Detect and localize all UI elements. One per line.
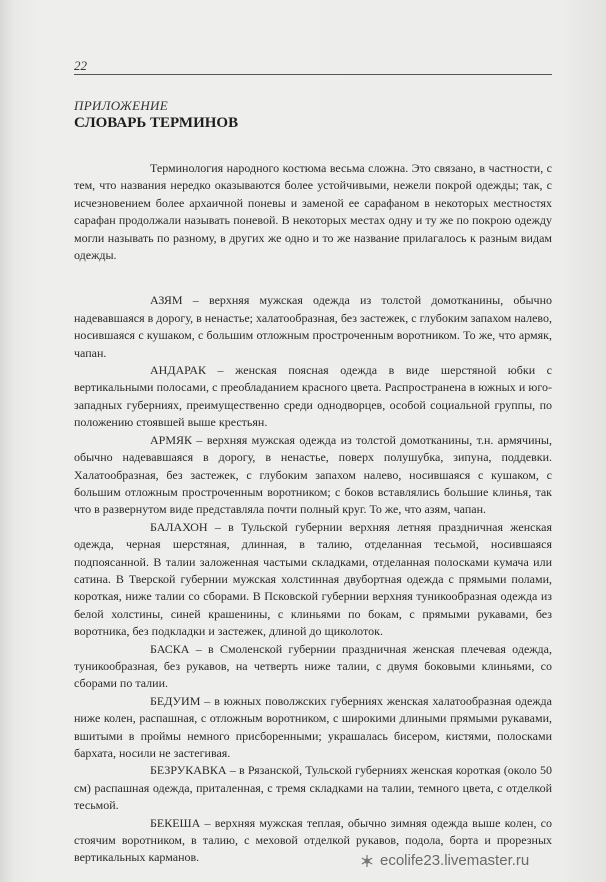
header-rule [74,74,552,75]
watermark [360,852,529,869]
page-title: СЛОВАРЬ ТЕРМИНОВ [74,115,239,131]
glossary-entry-andarak: АНДАРАК – женская поясная одежда в виде шерстяной юбки с вертикальными полосами, с преобладанием красного цвета. Распространена в южных и юго-западных губерниях, преимущественно среди однодворцев, особой социальной группы, по положению стоявшей выше крестьян. [74,363,552,430]
page-number: 22 [74,58,87,73]
glossary-entry-beduim: БЕДУИМ – в южных поволжских губерниях женская халатообразная одежда ниже колен, распашная, с отложным воротником, с широкими длиными прямыми рукавами, вшитыми в проймы немного присборенными; украшалась бисером, кистями, полосками бархата, носили не застегивая. [74,693,552,760]
watermark-text: ecolife23.livemaster.ru [380,852,530,869]
glossary-entry-azyam: АЗЯМ – верхняя мужская одежда из толстой домотканины, обычно надевавшаяся в дорогу, в ненастье; халатообразная, без застежек, с глубоким запахом налево, носившаяся с кушаком, с большим отложным простроченным воротником. То же, что армяк, чапан. [74,293,552,360]
section-kicker: ПРИЛОЖЕНИЕ [74,98,168,113]
intro-paragraph: Терминология народного костюма весьма сложна. Это связано, в частности, с тем, что названия нередко оказываются более устойчивыми, нежели покрой одежды; так, с исчезновением более архаичной поневы и заменой ее сарафаном в некоторых местностях сарафан продолжали называть поневой. В некоторых местах одну и ту же по покрою одежду могли называть по разному, в других же одно и то же название прилагалось к разным видам одежды. [74,161,552,263]
glossary-entry-balakhon: БАЛАХОН – в Тульской губернии верхняя летняя праздничная женская одежда, черная шерстяная, длинная, в талию, отделанная тесьмой, носившаяся подпоясанной. В талии заложенная частыми складками, отделанная полосками кумача или сатина. В Тверской губернии мужская холстинная двубортная одежда с прямыми полами, короткая, ниже талии со сборами. В Псковской губернии верхняя туникообразная одежда из белой холстины, синей крашенины, с клиньями по бокам, с прямыми рукавами, без воротника, без подкладки и застежек, длиной до щиколоток. [74,519,552,639]
glossary-entry-armyak: АРМЯК – верхняя мужская одежда из толстой домотканины, т.н. армячины, обычно надевавшаяся в дорогу, в ненастье, поверх полушубка, зипуна, поддевки. Халатообразная, без застежек, с глубоким запахом налево, носившаяся с кушаком, с большим отложным простроченным воротником; с боков вставлялись большие клинья, так что в развернутом виде представляла почти полный круг. То же, что азям, чапан. [74,432,552,517]
snowflake-icon [360,854,374,868]
glossary-entry-bezrukavka: БЕЗРУКАВКА – в Рязанской, Тульской губерниях женская короткая (около 50 см) распашная одежда, приталенная, с тремя складками на талии, темного цвета, с отделкой тесьмой. [74,763,552,813]
glossary-entry-baska: БАСКА – в Смоленской губернии праздничная женская плечевая одежда, туникообразная, без рукавов, на четверть ниже талии, с двумя боковыми клиньями, со сборами по талии. [74,641,552,691]
glossary-entry-bekesha: БЕКЕША – верхняя мужская теплая, обычно зимняя одежда выше колен, со стоячим воротником, в талию, с меховой отделкой рукавов, подола, борта и прорезных вертикальных карманов. [74,815,552,865]
article-body [74,160,552,867]
